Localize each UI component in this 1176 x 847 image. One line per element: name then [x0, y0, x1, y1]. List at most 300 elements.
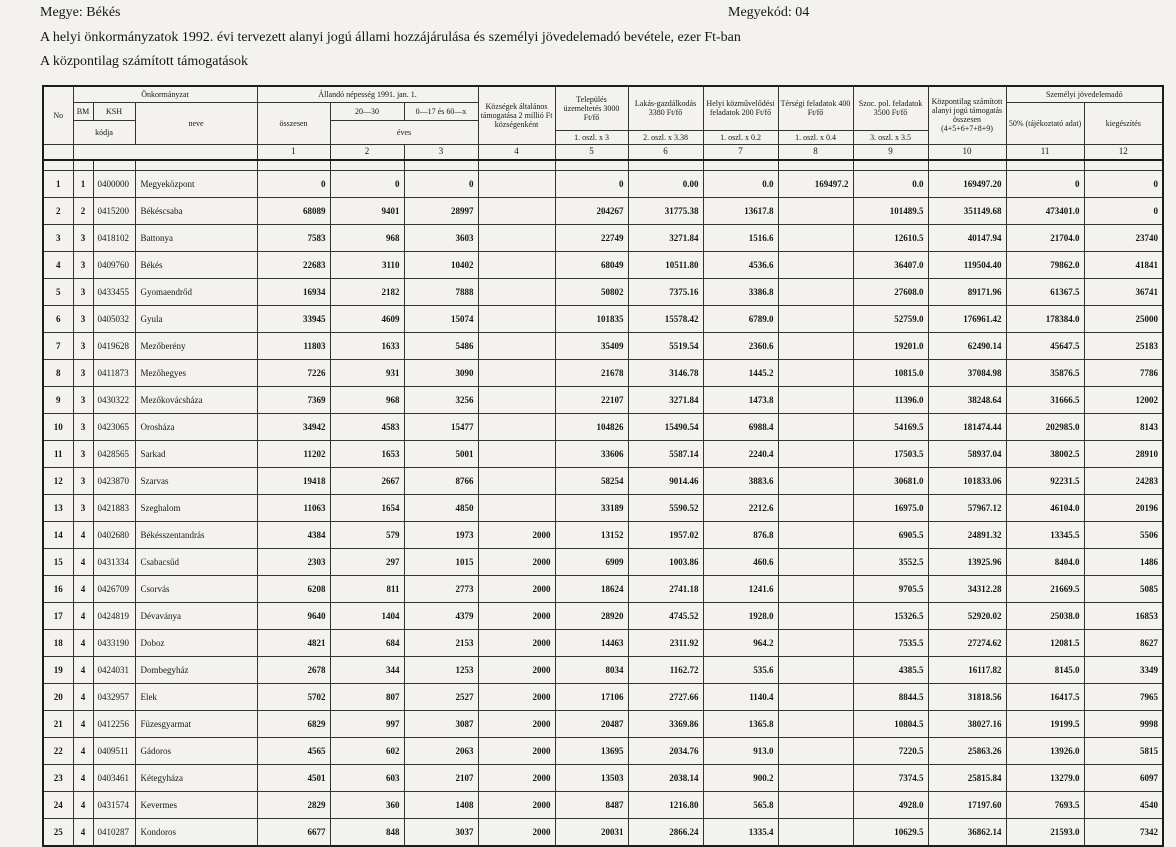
cell-tersegi [778, 575, 853, 602]
table-row [43, 332, 1163, 359]
cell-bm: 3 [73, 359, 93, 386]
cell-name: Sarkad [135, 440, 257, 467]
cell-age-20-30: 1653 [330, 440, 404, 467]
cell-tersegi [778, 224, 853, 251]
cell-helyi: 1445.2 [703, 359, 778, 386]
table-body [43, 160, 1163, 846]
cell-helyi: 4536.6 [703, 251, 778, 278]
cell-age-0-17: 10402 [404, 251, 478, 278]
col-number: 3 [404, 144, 478, 160]
cell-szoc: 36407.0 [853, 251, 928, 278]
cell-tersegi [778, 521, 853, 548]
cell-age-0-17: 4850 [404, 494, 478, 521]
cell-kozsegek: 2000 [478, 629, 555, 656]
cell-telepules: 33189 [555, 494, 628, 521]
cell-telepules: 8034 [555, 656, 628, 683]
cell-name: Szarvas [135, 467, 257, 494]
row-number: 9 [43, 386, 73, 413]
cell-kozsegek: 2000 [478, 710, 555, 737]
cell-age-0-17: 3603 [404, 224, 478, 251]
cell-kiegeszites: 5506 [1084, 521, 1163, 548]
cell-osszesen: 7369 [257, 386, 330, 413]
row-number: 25 [43, 818, 73, 846]
cell-name: Szeghalom [135, 494, 257, 521]
cell-age-20-30: 1404 [330, 602, 404, 629]
cell-szoc: 10629.5 [853, 818, 928, 846]
cell-age-0-17: 3090 [404, 359, 478, 386]
cell-osszesen: 22683 [257, 251, 330, 278]
cell-szja-50: 16417.5 [1006, 683, 1084, 710]
cell-name: Battonya [135, 224, 257, 251]
cell-tersegi [778, 359, 853, 386]
cell-tersegi [778, 413, 853, 440]
spacer-cell [853, 160, 928, 171]
row-number: 5 [43, 278, 73, 305]
cell-osszesen: 11202 [257, 440, 330, 467]
cell-kiegeszites: 1486 [1084, 548, 1163, 575]
cell-kiegeszites: 8627 [1084, 629, 1163, 656]
cell-age-0-17: 2063 [404, 737, 478, 764]
cell-age-20-30: 3110 [330, 251, 404, 278]
cell-szja-50: 7693.5 [1006, 791, 1084, 818]
cell-bm: 4 [73, 791, 93, 818]
cell-age-20-30: 997 [330, 710, 404, 737]
cell-kiegeszites: 9998 [1084, 710, 1163, 737]
row-number: 13 [43, 494, 73, 521]
cell-kozsegek [478, 332, 555, 359]
cell-kiegeszites: 7342 [1084, 818, 1163, 846]
cell-bm: 4 [73, 737, 93, 764]
cell-szoc: 16975.0 [853, 494, 928, 521]
col-num-blank [43, 144, 73, 160]
cell-telepules: 50802 [555, 278, 628, 305]
cell-bm: 3 [73, 467, 93, 494]
cell-telepules: 35409 [555, 332, 628, 359]
cell-helyi: 6789.0 [703, 305, 778, 332]
cell-helyi: 1473.8 [703, 386, 778, 413]
cell-age-20-30: 579 [330, 521, 404, 548]
cell-osszesen: 2829 [257, 791, 330, 818]
cell-kozpontilag: 181474.44 [928, 413, 1006, 440]
col-group-szja: Személyi jövedelemadó [1006, 86, 1163, 102]
cell-helyi: 2360.6 [703, 332, 778, 359]
cell-age-20-30: 811 [330, 575, 404, 602]
col-number: 10 [928, 144, 1006, 160]
cell-telepules: 101835 [555, 305, 628, 332]
cell-ksh: 0428565 [93, 440, 135, 467]
cell-osszesen: 6677 [257, 818, 330, 846]
cell-telepules: 20487 [555, 710, 628, 737]
cell-ksh: 0431574 [93, 791, 135, 818]
row-number: 4 [43, 251, 73, 278]
cell-szoc: 4385.5 [853, 656, 928, 683]
col-number: 9 [853, 144, 928, 160]
cell-name: Megyeközpont [135, 170, 257, 197]
cell-kozpontilag: 16117.82 [928, 656, 1006, 683]
cell-tersegi [778, 764, 853, 791]
spacer-cell [135, 160, 257, 171]
table-row [43, 224, 1163, 251]
cell-age-0-17: 5486 [404, 332, 478, 359]
cell-age-20-30: 931 [330, 359, 404, 386]
cell-age-0-17: 0 [404, 170, 478, 197]
cell-age-0-17: 2527 [404, 683, 478, 710]
cell-osszesen: 2678 [257, 656, 330, 683]
cell-ksh: 0415200 [93, 197, 135, 224]
cell-kiegeszites: 16853 [1084, 602, 1163, 629]
col-lakas-formula: 2. oszl. x 3.38 [628, 130, 703, 144]
cell-osszesen: 68089 [257, 197, 330, 224]
cell-age-0-17: 2773 [404, 575, 478, 602]
row-number: 22 [43, 737, 73, 764]
cell-szoc: 7374.5 [853, 764, 928, 791]
cell-kozsegek: 2000 [478, 683, 555, 710]
cell-szja-50: 21704.0 [1006, 224, 1084, 251]
cell-szoc: 9705.5 [853, 575, 928, 602]
cell-telepules: 28920 [555, 602, 628, 629]
cell-helyi: 1365.8 [703, 710, 778, 737]
row-number: 14 [43, 521, 73, 548]
cell-kozsegek: 2000 [478, 737, 555, 764]
cell-kozsegek: 2000 [478, 656, 555, 683]
cell-helyi: 2212.6 [703, 494, 778, 521]
cell-bm: 4 [73, 656, 93, 683]
cell-lakas: 3146.78 [628, 359, 703, 386]
row-number: 17 [43, 602, 73, 629]
cell-bm: 3 [73, 440, 93, 467]
table-row [43, 170, 1163, 197]
cell-bm: 2 [73, 197, 93, 224]
table-row [43, 791, 1163, 818]
cell-bm: 4 [73, 818, 93, 846]
cell-name: Dombegyház [135, 656, 257, 683]
cell-osszesen: 16934 [257, 278, 330, 305]
cell-tersegi [778, 278, 853, 305]
cell-kiegeszites: 5085 [1084, 575, 1163, 602]
cell-bm: 1 [73, 170, 93, 197]
cell-age-20-30: 0 [330, 170, 404, 197]
col-number: 4 [478, 144, 555, 160]
cell-osszesen: 4821 [257, 629, 330, 656]
cell-kozsegek [478, 440, 555, 467]
col-tersegi: Térségi feladatok 400 Ft/fő [778, 86, 853, 130]
cell-szoc: 4928.0 [853, 791, 928, 818]
cell-ksh: 0424031 [93, 656, 135, 683]
cell-lakas: 1162.72 [628, 656, 703, 683]
cell-age-20-30: 297 [330, 548, 404, 575]
col-group-population: Állandó népesség 1991. jan. 1. [257, 86, 478, 102]
cell-name: Békéscsaba [135, 197, 257, 224]
cell-kozpontilag: 351149.68 [928, 197, 1006, 224]
cell-tersegi [778, 710, 853, 737]
cell-tersegi [778, 602, 853, 629]
county-code-label: Megyekód: 04 [728, 5, 810, 20]
col-kiegeszites: kiegészítés [1084, 102, 1163, 144]
cell-bm: 3 [73, 251, 93, 278]
cell-bm: 4 [73, 710, 93, 737]
table-row [43, 521, 1163, 548]
cell-kiegeszites: 3349 [1084, 656, 1163, 683]
cell-kozpontilag: 38248.64 [928, 386, 1006, 413]
col-kozpontilag: Központilag számított alanyi jogú támogatás összesen (4+5+6+7+8+9) [928, 86, 1006, 144]
cell-bm: 4 [73, 764, 93, 791]
cell-szja-50: 473401.0 [1006, 197, 1084, 224]
cell-name: Mezőhegyes [135, 359, 257, 386]
cell-tersegi [778, 251, 853, 278]
cell-name: Békésszentandrás [135, 521, 257, 548]
cell-lakas: 9014.46 [628, 467, 703, 494]
cell-name: Csorvás [135, 575, 257, 602]
cell-kiegeszites: 8143 [1084, 413, 1163, 440]
row-number: 20 [43, 683, 73, 710]
cell-ksh: 0410287 [93, 818, 135, 846]
cell-name: Elek [135, 683, 257, 710]
cell-szja-50: 92231.5 [1006, 467, 1084, 494]
cell-szja-50: 13279.0 [1006, 764, 1084, 791]
cell-helyi: 876.8 [703, 521, 778, 548]
col-szja-50: 50% (tájékoztató adat) [1006, 102, 1084, 144]
cell-tersegi [778, 737, 853, 764]
cell-szoc: 30681.0 [853, 467, 928, 494]
cell-age-0-17: 15074 [404, 305, 478, 332]
table-row [43, 710, 1163, 737]
col-number: 1 [257, 144, 330, 160]
table-row [43, 656, 1163, 683]
cell-telepules: 13695 [555, 737, 628, 764]
cell-ksh: 0430322 [93, 386, 135, 413]
cell-kiegeszites: 25183 [1084, 332, 1163, 359]
cell-tersegi [778, 386, 853, 413]
cell-ksh: 0431334 [93, 548, 135, 575]
cell-helyi: 1241.6 [703, 575, 778, 602]
cell-helyi: 460.6 [703, 548, 778, 575]
cell-kozsegek [478, 251, 555, 278]
cell-tersegi [778, 467, 853, 494]
cell-name: Mezőberény [135, 332, 257, 359]
cell-kiegeszites: 7965 [1084, 683, 1163, 710]
cell-lakas: 5587.14 [628, 440, 703, 467]
spacer-cell [330, 160, 404, 171]
cell-telepules: 204267 [555, 197, 628, 224]
cell-kozsegek [478, 197, 555, 224]
col-lakas: Lakás-gazdálkodás 3380 Ft/fő [628, 86, 703, 130]
cell-szoc: 10815.0 [853, 359, 928, 386]
cell-helyi: 900.2 [703, 764, 778, 791]
cell-lakas: 0.00 [628, 170, 703, 197]
cell-kozsegek [478, 359, 555, 386]
col-number: 8 [778, 144, 853, 160]
row-number: 10 [43, 413, 73, 440]
cell-age-0-17: 8766 [404, 467, 478, 494]
cell-helyi: 1516.6 [703, 224, 778, 251]
cell-kiegeszites: 6097 [1084, 764, 1163, 791]
spacer-cell [778, 160, 853, 171]
spacer-cell [1006, 160, 1084, 171]
cell-bm: 4 [73, 602, 93, 629]
cell-kozpontilag: 31818.56 [928, 683, 1006, 710]
cell-kozsegek [478, 305, 555, 332]
cell-lakas: 1957.02 [628, 521, 703, 548]
table-row [43, 305, 1163, 332]
cell-szoc: 101489.5 [853, 197, 928, 224]
row-number: 19 [43, 656, 73, 683]
cell-lakas: 5519.54 [628, 332, 703, 359]
cell-helyi: 13617.8 [703, 197, 778, 224]
cell-osszesen: 4501 [257, 764, 330, 791]
cell-osszesen: 6208 [257, 575, 330, 602]
cell-lakas: 15490.54 [628, 413, 703, 440]
cell-kozpontilag: 52920.02 [928, 602, 1006, 629]
cell-kozpontilag: 37084.98 [928, 359, 1006, 386]
cell-szja-50: 202985.0 [1006, 413, 1084, 440]
cell-lakas: 7375.16 [628, 278, 703, 305]
col-number: 11 [1006, 144, 1084, 160]
subsidy-table [42, 85, 1164, 847]
cell-age-20-30: 603 [330, 764, 404, 791]
cell-lakas: 2866.24 [628, 818, 703, 846]
cell-ksh: 0432957 [93, 683, 135, 710]
document-subtitle: A központilag számított támogatások [40, 54, 249, 69]
cell-telepules: 104826 [555, 413, 628, 440]
cell-name: Dévaványa [135, 602, 257, 629]
table-row [43, 359, 1163, 386]
cell-name: Gyomaendrőd [135, 278, 257, 305]
cell-helyi: 535.6 [703, 656, 778, 683]
cell-age-20-30: 360 [330, 791, 404, 818]
row-number: 21 [43, 710, 73, 737]
cell-osszesen: 2303 [257, 548, 330, 575]
cell-ksh: 0409760 [93, 251, 135, 278]
table-row [43, 683, 1163, 710]
cell-name: Kétegyháza [135, 764, 257, 791]
cell-telepules: 18624 [555, 575, 628, 602]
cell-lakas: 2311.92 [628, 629, 703, 656]
table-row [43, 251, 1163, 278]
cell-osszesen: 7226 [257, 359, 330, 386]
spacer-cell [43, 160, 73, 171]
cell-name: Kondoros [135, 818, 257, 846]
cell-kozsegek: 2000 [478, 575, 555, 602]
table-spacer-row [43, 160, 1163, 171]
spacer-cell [404, 160, 478, 171]
cell-szoc: 17503.5 [853, 440, 928, 467]
spacer-cell [73, 160, 93, 171]
cell-age-0-17: 2107 [404, 764, 478, 791]
cell-age-20-30: 9401 [330, 197, 404, 224]
cell-ksh: 0423870 [93, 467, 135, 494]
cell-tersegi [778, 197, 853, 224]
cell-telepules: 21678 [555, 359, 628, 386]
col-tersegi-formula: 1. oszl. x 0.4 [778, 130, 853, 144]
spacer-cell [703, 160, 778, 171]
col-kodja: kódja [73, 120, 135, 144]
cell-kozsegek [478, 413, 555, 440]
cell-kozpontilag: 27274.62 [928, 629, 1006, 656]
cell-osszesen: 7583 [257, 224, 330, 251]
row-number: 1 [43, 170, 73, 197]
table-row [43, 494, 1163, 521]
cell-telepules: 20031 [555, 818, 628, 846]
spacer-cell [555, 160, 628, 171]
cell-age-0-17: 1015 [404, 548, 478, 575]
cell-szja-50: 61367.5 [1006, 278, 1084, 305]
cell-lakas: 2727.66 [628, 683, 703, 710]
cell-osszesen: 11803 [257, 332, 330, 359]
cell-ksh: 0400000 [93, 170, 135, 197]
cell-bm: 4 [73, 629, 93, 656]
cell-age-0-17: 3087 [404, 710, 478, 737]
col-no: No [43, 86, 73, 144]
cell-kiegeszites: 20196 [1084, 494, 1163, 521]
cell-age-20-30: 4609 [330, 305, 404, 332]
cell-kiegeszites: 24283 [1084, 467, 1163, 494]
cell-tersegi [778, 332, 853, 359]
cell-age-20-30: 2182 [330, 278, 404, 305]
cell-tersegi [778, 494, 853, 521]
row-number: 8 [43, 359, 73, 386]
cell-helyi: 6988.4 [703, 413, 778, 440]
col-telepules: Település üzemeltetés 3000 Ft/fő [555, 86, 628, 130]
cell-name: Füzesgyarmat [135, 710, 257, 737]
cell-helyi: 3386.8 [703, 278, 778, 305]
cell-telepules: 17106 [555, 683, 628, 710]
cell-kiegeszites: 25000 [1084, 305, 1163, 332]
table-row [43, 602, 1163, 629]
table-row [43, 548, 1163, 575]
cell-szoc: 15326.5 [853, 602, 928, 629]
cell-age-20-30: 807 [330, 683, 404, 710]
col-osszesen: összesen [257, 102, 330, 144]
cell-ksh: 0402680 [93, 521, 135, 548]
cell-kozsegek: 2000 [478, 818, 555, 846]
cell-kiegeszites: 12002 [1084, 386, 1163, 413]
col-telepules-formula: 1. oszl. x 3 [555, 130, 628, 144]
cell-osszesen: 5702 [257, 683, 330, 710]
cell-telepules: 33606 [555, 440, 628, 467]
cell-osszesen: 33945 [257, 305, 330, 332]
cell-kiegeszites: 0 [1084, 170, 1163, 197]
cell-kiegeszites: 28910 [1084, 440, 1163, 467]
col-helyi-formula: 1. oszl. x 0.2 [703, 130, 778, 144]
cell-ksh: 0424819 [93, 602, 135, 629]
col-bm: BM [73, 102, 93, 120]
cell-tersegi [778, 656, 853, 683]
cell-kozpontilag: 101833.06 [928, 467, 1006, 494]
cell-szja-50: 8145.0 [1006, 656, 1084, 683]
cell-kozsegek: 2000 [478, 548, 555, 575]
row-number: 16 [43, 575, 73, 602]
cell-szoc: 52759.0 [853, 305, 928, 332]
row-number: 12 [43, 467, 73, 494]
cell-szja-50: 46104.0 [1006, 494, 1084, 521]
table-row [43, 413, 1163, 440]
row-number: 2 [43, 197, 73, 224]
cell-szoc: 0.0 [853, 170, 928, 197]
spacer-cell [1084, 160, 1163, 171]
cell-telepules: 14463 [555, 629, 628, 656]
table-row [43, 467, 1163, 494]
cell-szja-50: 12081.5 [1006, 629, 1084, 656]
cell-lakas: 5590.52 [628, 494, 703, 521]
cell-kozsegek [478, 467, 555, 494]
col-szoc: Szoc. pol. feladatok 3500 Ft/fő [853, 86, 928, 130]
cell-bm: 4 [73, 575, 93, 602]
cell-kozpontilag: 169497.20 [928, 170, 1006, 197]
cell-name: Gyula [135, 305, 257, 332]
cell-bm: 3 [73, 413, 93, 440]
col-kozsegek: Községek általános támogatása 2 millió Ft községenként [478, 86, 555, 144]
cell-name: Csabacsűd [135, 548, 257, 575]
